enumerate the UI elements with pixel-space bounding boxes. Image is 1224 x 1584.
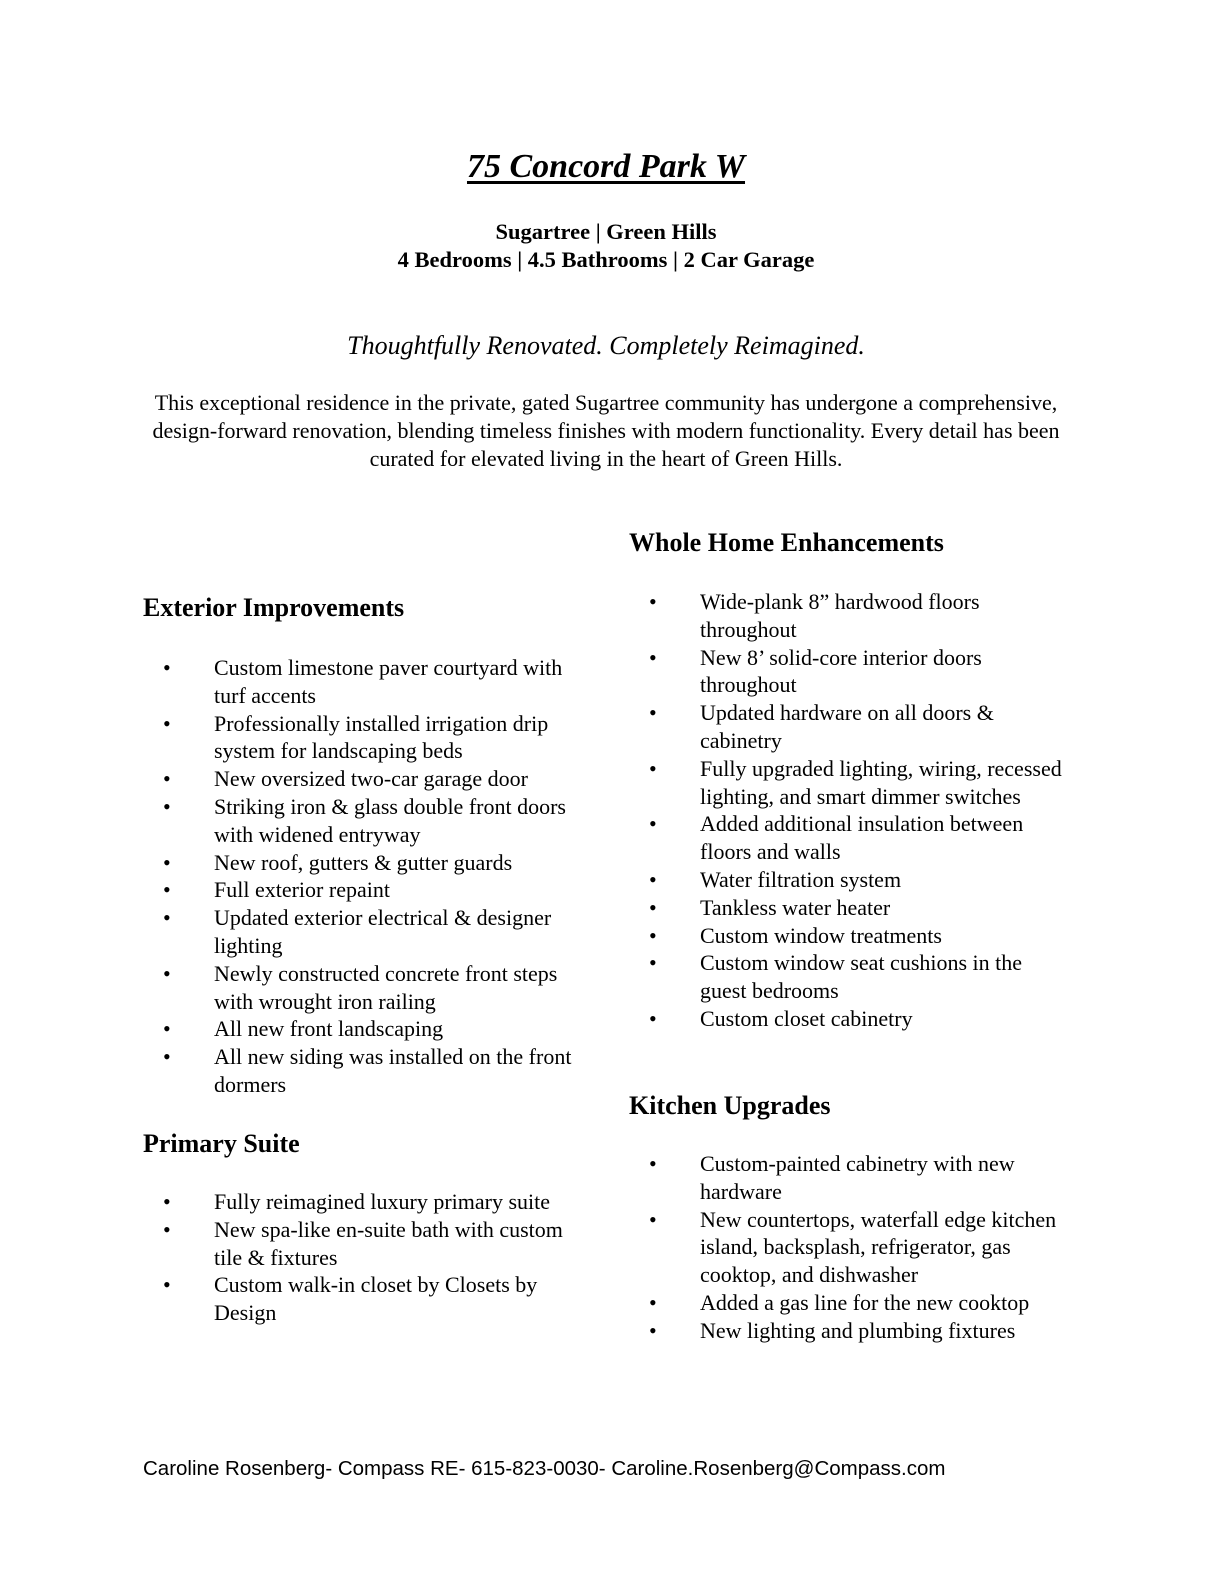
bullet-icon: •: [649, 700, 657, 726]
kitchen-heading: Kitchen Upgrades: [629, 1091, 831, 1120]
kitchen-list: [629, 1150, 1065, 1345]
bullet-icon: •: [163, 1016, 171, 1042]
list-item: [629, 1289, 1065, 1317]
list-item: [143, 1015, 583, 1043]
list-item-text: Custom limestone paver courtyard with turf accents: [214, 655, 563, 708]
list-item: [629, 699, 1065, 755]
list-item: [143, 849, 583, 877]
list-item: [143, 1271, 583, 1327]
list-item: [629, 755, 1065, 811]
list-item: [629, 922, 1065, 950]
bullet-icon: •: [163, 1189, 171, 1214]
bullet-icon: •: [163, 849, 171, 875]
list-item: [629, 1150, 1065, 1206]
list-item-text: New lighting and plumbing fixtures: [700, 1317, 1016, 1343]
bullet-icon: •: [649, 866, 657, 892]
list-item-text: All new siding was installed on the front dormers: [214, 1044, 572, 1097]
bullet-icon: •: [163, 766, 171, 792]
list-item-text: All new front landscaping: [214, 1016, 444, 1042]
bullet-icon: •: [163, 1272, 171, 1298]
list-item-text: Newly constructed concrete front steps with wrought iron railing: [214, 960, 558, 1014]
list-item-text: Wide-plank 8” hardwood floors throughout: [700, 589, 980, 642]
list-item-text: Custom closet cabinetry: [700, 1005, 913, 1031]
bullet-icon: •: [163, 710, 171, 736]
intro-paragraph: This exceptional residence in the private, gated Sugartree community has undergone a comprehensive, design-forward renovation, blending timeless finishes with modern functionality. Every detail has been curated for elevated living in the heart of Green Hills.: [152, 390, 1060, 471]
bullet-icon: •: [163, 877, 171, 903]
list-item-text: Striking iron & glass double front doors with widened entryway: [214, 793, 566, 847]
bullet-icon: •: [649, 1206, 657, 1232]
bullet-icon: •: [649, 811, 657, 837]
whole-home-list: [629, 588, 1065, 1033]
whole-home-heading: Whole Home Enhancements: [629, 528, 944, 557]
list-item-text: New roof, gutters & gutter guards: [214, 849, 513, 875]
list-item: [143, 1188, 583, 1216]
list-item-text: Custom-painted cabinetry with new hardware: [700, 1151, 1015, 1204]
list-item: [143, 1216, 583, 1272]
list-item-text: New 8’ solid-core interior doors throughout: [700, 644, 982, 698]
list-item-text: Fully upgraded lighting, wiring, recessed lighting, and smart dimmer switches: [700, 755, 1062, 809]
bullet-icon: •: [163, 905, 171, 931]
bullet-icon: •: [649, 589, 657, 614]
bullet-icon: •: [649, 1289, 657, 1315]
footer-contact: Caroline Rosenberg- Compass RE- 615-823-0030- Caroline.Rosenberg@Compass.com: [143, 1457, 946, 1480]
primary-list: [143, 1188, 583, 1327]
bullet-icon: •: [649, 894, 657, 920]
list-item-text: Fully reimagined luxury primary suite: [214, 1189, 551, 1214]
list-item-text: Updated hardware on all doors & cabinetry: [700, 700, 994, 753]
bullet-icon: •: [163, 1216, 171, 1242]
list-item-text: New countertops, waterfall edge kitchen island, backsplash, refrigerator, gas cooktop, and dishwasher: [700, 1206, 1057, 1288]
list-item: [629, 866, 1065, 894]
list-item-text: Custom walk-in closet by Closets by Design: [214, 1272, 538, 1326]
bullet-icon: •: [163, 1044, 171, 1070]
list-item: [629, 810, 1065, 866]
list-item: [629, 644, 1065, 700]
list-item: [143, 1043, 583, 1099]
location-line: Sugartree | Green Hills: [495, 219, 717, 244]
exterior-list: [143, 654, 583, 1099]
list-item: [629, 1005, 1065, 1033]
list-item: [143, 876, 583, 904]
bullet-icon: •: [163, 793, 171, 819]
exterior-heading: Exterior Improvements: [143, 593, 405, 622]
list-item-text: New spa-like en-suite bath with custom tile & fixtures: [214, 1216, 563, 1270]
list-item-text: Professionally installed irrigation drip system for landscaping beds: [214, 710, 549, 764]
list-item: [143, 654, 583, 710]
list-item: [143, 710, 583, 766]
list-item: [629, 588, 1065, 644]
list-item-text: Custom window treatments: [700, 922, 942, 948]
list-item-text: Custom window seat cushions in the guest bedrooms: [700, 950, 1023, 1004]
list-item: [143, 960, 583, 1016]
bullet-icon: •: [163, 960, 171, 986]
list-item: [629, 1206, 1065, 1289]
bullet-icon: •: [649, 1151, 657, 1176]
list-item: [629, 949, 1065, 1005]
list-item: [143, 904, 583, 960]
bullet-icon: •: [649, 644, 657, 670]
list-item: [143, 765, 583, 793]
list-item: [143, 793, 583, 849]
primary-heading: Primary Suite: [143, 1129, 300, 1158]
list-item-text: Added a gas line for the new cooktop: [700, 1289, 1030, 1315]
tagline: Thoughtfully Renovated. Completely Reimagined.: [347, 331, 865, 360]
list-item: [629, 1317, 1065, 1345]
page-title: 75 Concord Park W: [466, 148, 746, 185]
bullet-icon: •: [649, 1005, 657, 1031]
bullet-icon: •: [649, 950, 657, 976]
list-item-text: Tankless water heater: [700, 894, 891, 920]
bullet-icon: •: [649, 1317, 657, 1343]
specs-line: 4 Bedrooms | 4.5 Bathrooms | 2 Car Garage: [397, 247, 815, 272]
list-item-text: Added additional insulation between floors and walls: [700, 811, 1024, 865]
bullet-icon: •: [649, 755, 657, 781]
list-item-text: Updated exterior electrical & designer lighting: [214, 905, 552, 958]
list-item-text: Full exterior repaint: [214, 877, 390, 903]
bullet-icon: •: [163, 655, 171, 680]
list-item-text: New oversized two-car garage door: [214, 766, 528, 792]
bullet-icon: •: [649, 922, 657, 948]
list-item-text: Water filtration system: [700, 866, 902, 892]
list-item: [629, 894, 1065, 922]
